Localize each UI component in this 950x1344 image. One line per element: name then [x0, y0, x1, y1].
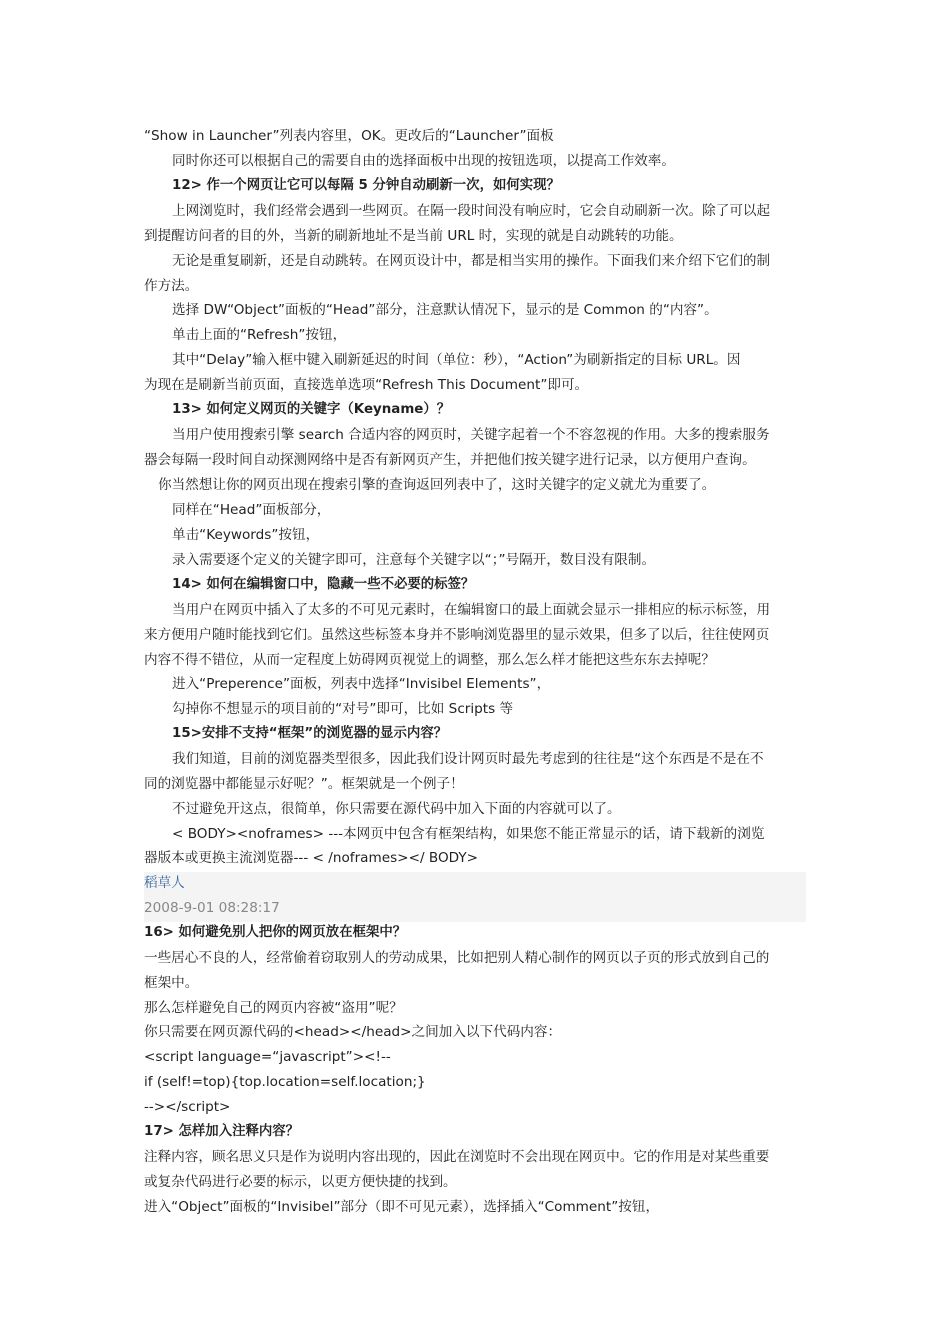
text-line: 器会每隔一段时间自动探测网络中是否有新网页产生，并把他们按关键字进行记录，以方便用户查询。	[144, 452, 756, 468]
section-heading-15: 15>安排不支持“框架”的浏览器的显示内容？	[172, 726, 448, 741]
text-line: “Show in Launcher”列表内容里，OK。更改后的“Launcher”面板	[144, 128, 554, 144]
code-line: --></script>	[144, 1099, 231, 1115]
text-line: 当用户使用搜索引擎 search 合适内容的网页时，关键字起着一个不容忽视的作用。大多的搜索服务	[172, 427, 770, 443]
text-line: 为现在是刷新当前页面，直接选单选项“Refresh This Document”即可。	[144, 377, 589, 393]
text-line: 那么怎样避免自己的网页内容被“盗用”呢？	[144, 1000, 403, 1016]
section-heading-14: 14> 如何在编辑窗口中，隐藏一些不必要的标签？	[172, 577, 475, 592]
text-line: 录入需要逐个定义的关键字即可，注意每个关键字以“；”号隔开，数目没有限制。	[172, 552, 656, 568]
text-line: 无论是重复刷新，还是自动跳转。在网页设计中，都是相当实用的操作。下面我们来介绍下它们的制	[172, 253, 771, 269]
post-header	[144, 872, 806, 922]
code-line: < BODY><noframes> ---本网页中包含有框架结构，如果您不能正常显示的话，请下载新的浏览	[172, 826, 765, 842]
text-line: 不过避免开这点，很简单，你只需要在源代码中加入下面的内容就可以了。	[172, 801, 621, 817]
section-heading-17: 17> 怎样加入注释内容？	[144, 1124, 300, 1139]
text-line: 或复杂代码进行必要的标示，以更方便快捷的找到。	[144, 1174, 457, 1190]
text-line: 注释内容，顾名思义只是作为说明内容出现的，因此在浏览时不会出现在网页中。它的作用是对某些重要	[144, 1149, 770, 1165]
text-line: 你当然想让你的网页出现在搜索引擎的查询返回列表中了，这时关键字的定义就尤为重要了。	[158, 477, 716, 493]
text-line: 勾掉你不想显示的项目前的“对号”即可，比如 Scripts 等	[172, 701, 514, 717]
post-author[interactable]: 稻草人	[144, 875, 185, 891]
text-line: 选择 DW“Object”面板的“Head”部分，注意默认情况下，显示的是 Common 的“内容”。	[172, 302, 718, 318]
text-line: 进入“Object”面板的“Invisibel”部分（即不可见元素），选择插入“Comment”按钮，	[144, 1199, 660, 1215]
code-line: <script language=“javascript”><!--	[144, 1049, 391, 1065]
text-line: 来方便用户随时能找到它们。虽然这些标签本身并不影响浏览器里的显示效果，但多了以后，往往使网页	[144, 627, 770, 643]
text-line: 同样在“Head”面板部分，	[172, 502, 331, 518]
text-line: 单击上面的“Refresh”按钮，	[172, 327, 347, 343]
text-line: 上网浏览时，我们经常会遇到一些网页。在隔一段时间没有响应时，它会自动刷新一次。除了可以起	[172, 203, 771, 219]
text-line: 框架中。	[144, 975, 199, 991]
post-date: 2008-9-01 08:28:17	[144, 900, 280, 916]
text-line: 同时你还可以根据自己的需要自由的选择面板中出现的按钮选项，以提高工作效率。	[172, 153, 675, 169]
text-line: 到提醒访问者的目的外，当新的刷新地址不是当前 URL 时，实现的就是自动跳转的功能。	[144, 228, 683, 244]
code-line: if (self!=top){top.location=self.location;}	[144, 1074, 426, 1090]
text-line: 一些居心不良的人，经常偷着窃取别人的劳动成果，比如把别人精心制作的网页以子页的形式放到自己的	[144, 950, 770, 966]
text-line: 你只需要在网页源代码的<head></head>之间加入以下代码内容：	[144, 1024, 562, 1040]
code-line: 器版本或更换主流浏览器--- < /noframes></ BODY>	[144, 850, 479, 866]
section-heading-12: 12> 作一个网页让它可以每隔 5 分钟自动刷新一次，如何实现？	[172, 178, 560, 193]
text-line: 进入“Preperence”面板，列表中选择“Invisibel Elements”，	[172, 676, 551, 692]
section-heading-13: 13> 如何定义网页的关键字（Keyname）？	[172, 402, 451, 417]
text-line: 我们知道，目前的浏览器类型很多，因此我们设计网页时最先考虑到的往往是“这个东西是不是在不	[172, 751, 764, 767]
text-line: 其中“Delay”输入框中键入刷新延迟的时间（单位：秒），“Action”为刷新指定的目标 URL。因	[172, 352, 741, 368]
section-heading-16: 16> 如何避免别人把你的网页放在框架中？	[144, 925, 407, 940]
text-line: 同的浏览器中都能显示好呢？”。框架就是一个例子！	[144, 776, 464, 792]
text-line: 单击“Keywords”按钮，	[172, 527, 320, 543]
text-line: 作方法。	[144, 278, 199, 294]
text-line: 当用户在网页中插入了太多的不可见元素时，在编辑窗口的最上面就会显示一排相应的标示标签，用	[172, 602, 771, 618]
text-line: 内容不得不错位，从而一定程度上妨碍网页视觉上的调整，那么怎么样才能把这些东东去掉呢？	[144, 652, 715, 668]
